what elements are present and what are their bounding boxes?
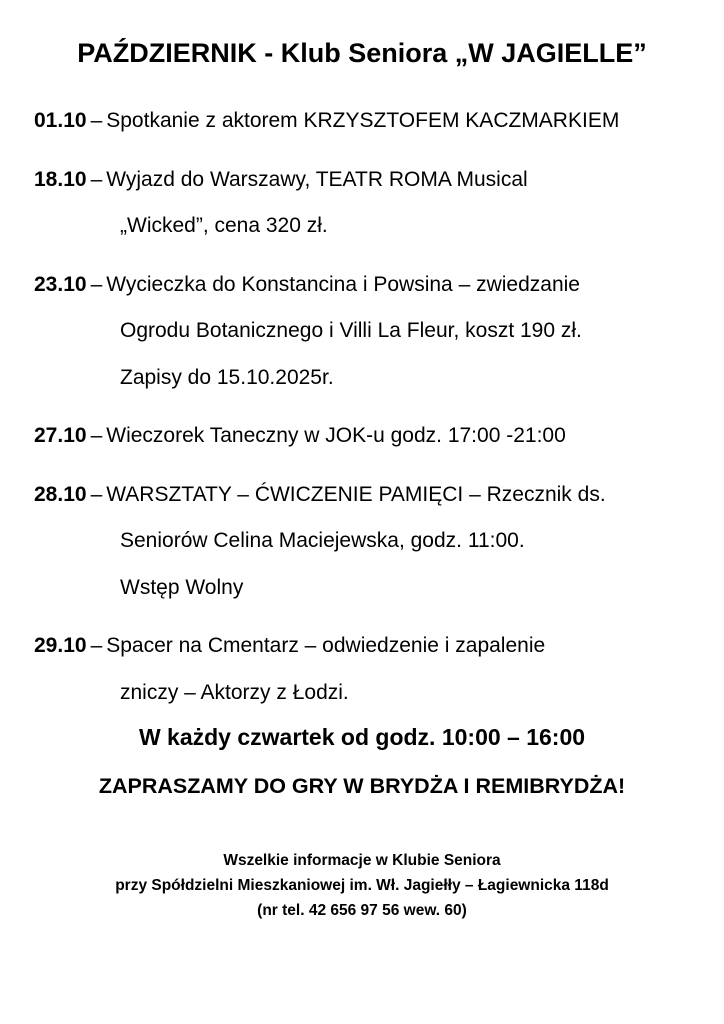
event-date: 28.10 — [34, 482, 87, 506]
event-continuation: Ogrodu Botanicznego i Villi La Fleur, koszt 190 zł. — [120, 319, 582, 342]
contact-info — [0, 848, 724, 923]
event-first-line — [34, 623, 704, 670]
event-continuation: „Wicked”, cena 320 zł. — [120, 214, 328, 237]
event-continuation: Wstęp Wolny — [120, 575, 244, 599]
event-first-line — [34, 472, 704, 519]
event-dash: – — [90, 167, 103, 191]
event-continuation: Zapisy do 15.10.2025r. — [120, 365, 334, 389]
event-dash: – — [90, 109, 103, 132]
event-item — [34, 472, 704, 612]
event-date: 23.10 — [34, 272, 87, 296]
bridge-invitation: ZAPRASZAMY DO GRY W BRYDŻA I REMIBRYDŻA! — [98, 774, 626, 798]
thursday-schedule: W każdy czwartek od godz. 10:00 – 16:00 — [138, 724, 586, 750]
event-item — [34, 98, 704, 145]
poster-title: PAŹDZIERNIK - Klub Seniora „W JAGIELLE” — [77, 38, 647, 68]
event-text: Spotkanie z aktorem KRZYSZTOFEM KACZMARKIEM — [106, 109, 620, 132]
event-dash: – — [90, 482, 103, 506]
event-date: 27.10 — [34, 424, 87, 447]
event-text: Spacer na Cmentarz – odwiedzenie i zapalenie — [106, 634, 546, 657]
info-line: Wszelkie informacje w Klubie Seniora — [223, 852, 501, 869]
event-first-line — [34, 157, 704, 204]
event-first-line — [34, 98, 704, 145]
event-date: 18.10 — [34, 167, 87, 191]
event-text: Wyjazd do Warszawy, TEATR ROMA Musical — [106, 167, 528, 191]
event-first-line — [34, 262, 704, 309]
event-date: 29.10 — [34, 634, 87, 657]
event-continuation: Seniorów Celina Maciejewska, godz. 11:00. — [120, 529, 525, 552]
event-dash: – — [90, 424, 103, 447]
event-text: Wieczorek Taneczny w JOK-u godz. 17:00 -21:00 — [106, 424, 566, 447]
event-list — [34, 98, 704, 728]
event-continuation: zniczy – Aktorzy z Łodzi. — [120, 680, 349, 704]
event-dash: – — [90, 634, 103, 657]
event-item — [34, 413, 704, 460]
event-dash: – — [90, 272, 103, 296]
event-item — [34, 262, 704, 402]
event-item — [34, 623, 704, 716]
info-line: (nr tel. 42 656 97 56 wew. 60) — [257, 902, 467, 919]
event-date: 01.10 — [34, 109, 87, 132]
info-line: przy Spółdzielni Mieszkaniowej im. Wł. Jagiełły – Łagiewnicka 118d — [115, 877, 609, 894]
event-text: Wycieczka do Konstancina i Powsina – zwiedzanie — [106, 272, 580, 296]
event-item — [34, 157, 704, 250]
event-text: WARSZTATY – ĆWICZENIE PAMIĘCI – Rzecznik ds. — [106, 482, 606, 506]
event-first-line — [34, 413, 704, 460]
